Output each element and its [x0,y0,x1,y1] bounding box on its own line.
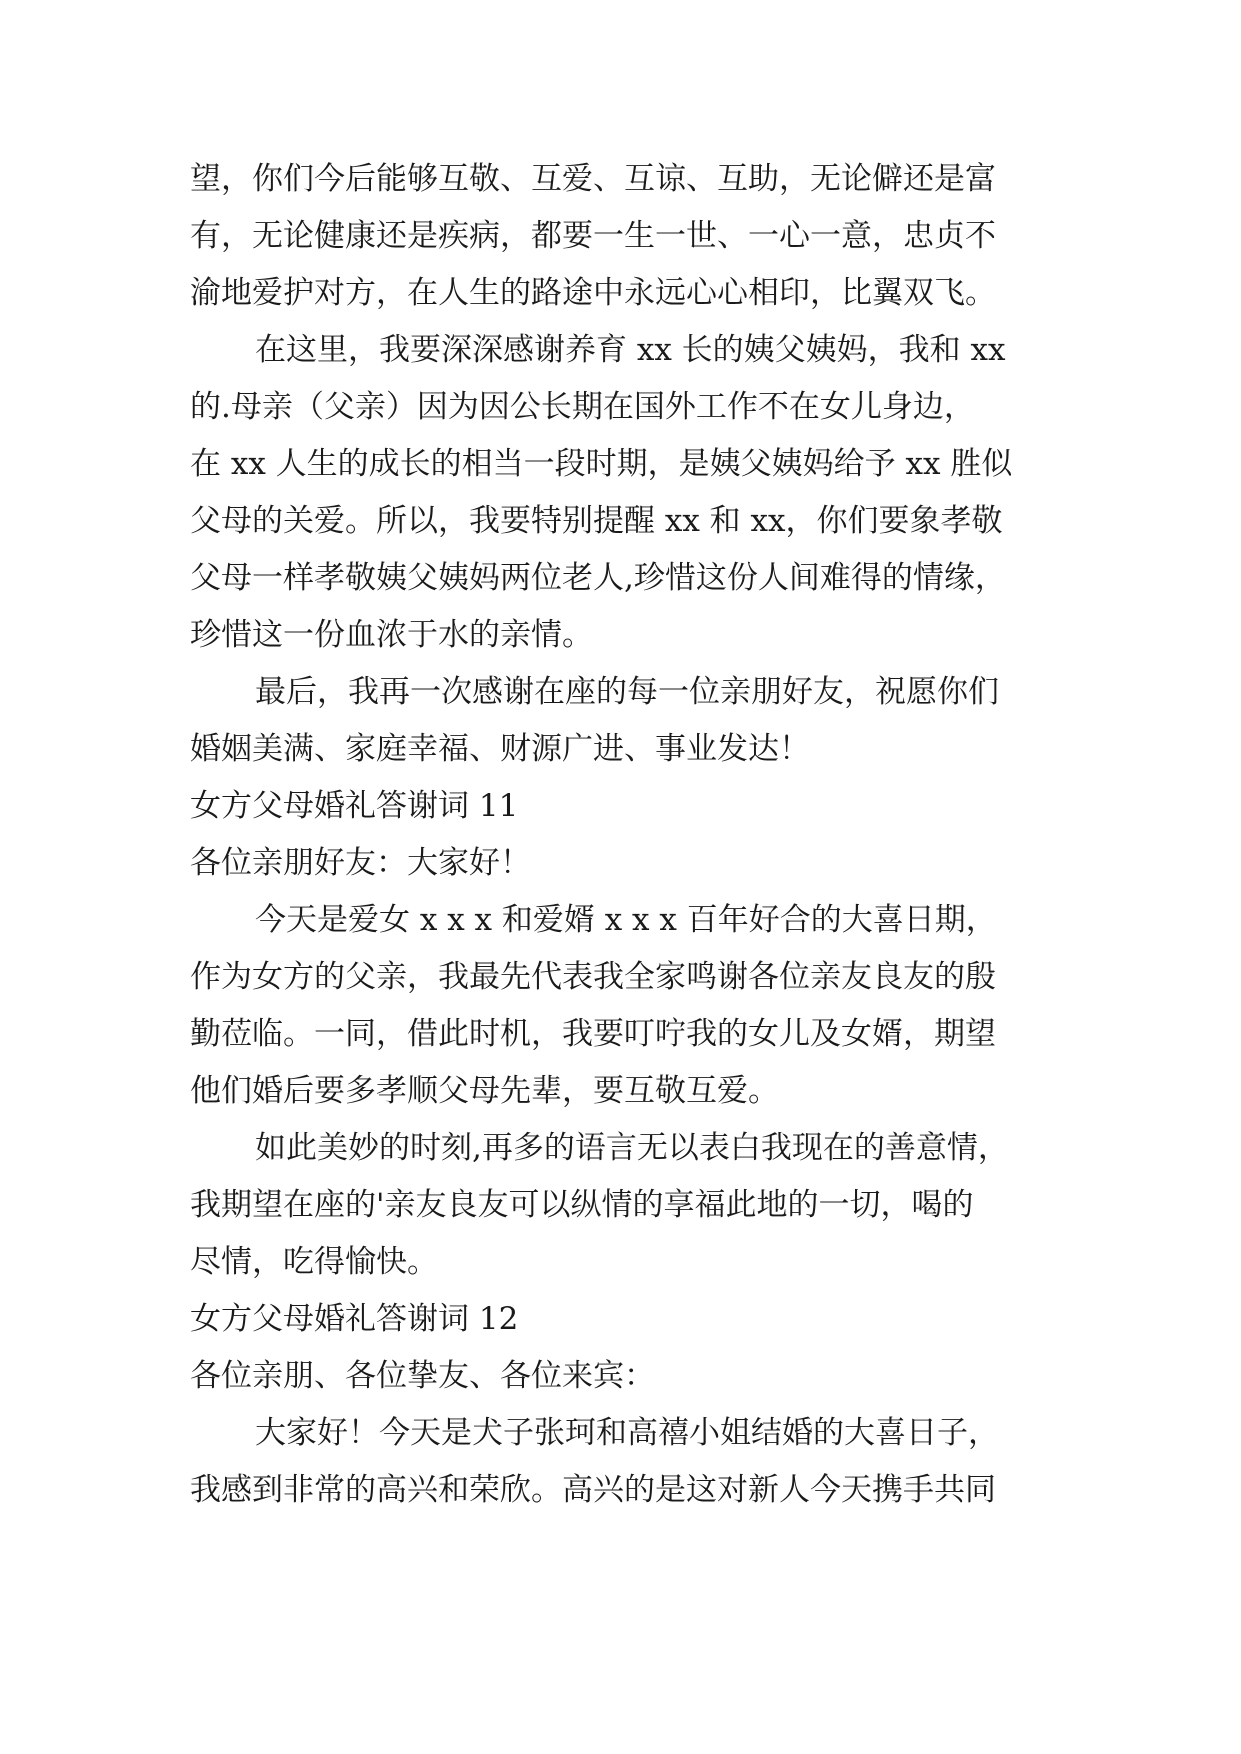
paragraph-first-line: 如此美妙的时刻,再多的语言无以表白我现在的善意情， [255,1130,1009,1166]
text-line: 父母一样孝敬姨父姨妈两位老人,珍惜这份人间难得的情缘， [190,560,1006,596]
salutation: 各位亲朋、各位挚友、各位来宾： [190,1358,655,1394]
text-line: 的.母亲（父亲）因为因公长期在国外工作不在女儿身边， [190,389,975,425]
text-line: 作为女方的父亲，我最先代表我全家鸣谢各位亲友良友的殷 [190,959,996,995]
section-heading: 女方父母婚礼答谢词 12 [190,1301,519,1337]
text-line: 父母的关爱。所以，我要特别提醒 xx 和 xx，你们要象孝敬 [190,503,1003,539]
text-line: 他们婚后要多孝顺父母先辈，要互敬互爱。 [190,1073,779,1109]
text-line: 在 xx 人生的成长的相当一段时期，是姨父姨妈给予 xx 胜似 [190,446,1013,482]
paragraph-first-line: 最后，我再一次感谢在座的每一位亲朋好友，祝愿你们 [255,674,999,710]
text-line: 有，无论健康还是疾病，都要一生一世、一心一意，忠贞不 [190,218,996,254]
text-line: 望，你们今后能够互敬、互爱、互谅、互助，无论僻还是富 [190,161,996,197]
paragraph-first-line: 大家好！今天是犬子张珂和高禧小姐结婚的大喜日子， [255,1415,999,1451]
text-line: 婚姻美满、家庭幸福、财源广进、事业发达！ [190,731,810,767]
paragraph-first-line: 今天是爱女 x x x 和爱婿 x x x 百年好合的大喜日期， [255,902,997,938]
text-line: 珍惜这一份血浓于水的亲情。 [190,617,593,653]
text-line: 渝地爱护对方，在人生的路途中永远心心相印，比翼双飞。 [190,275,996,311]
text-line: 我期望在座的'亲友良友可以纵情的享福此地的一切，喝的 [190,1187,974,1223]
paragraph-first-line: 在这里，我要深深感谢养育 xx 长的姨父姨妈，我和 xx [255,332,1006,368]
text-line: 勤莅临。一同，借此时机，我要叮咛我的女儿及女婿，期望 [190,1016,996,1052]
salutation: 各位亲朋好友：大家好！ [190,845,531,881]
section-heading: 女方父母婚礼答谢词 11 [190,788,519,824]
text-line: 我感到非常的高兴和荣欣。高兴的是这对新人今天携手共同 [190,1472,996,1508]
text-line: 尽情，吃得愉快。 [190,1244,438,1280]
